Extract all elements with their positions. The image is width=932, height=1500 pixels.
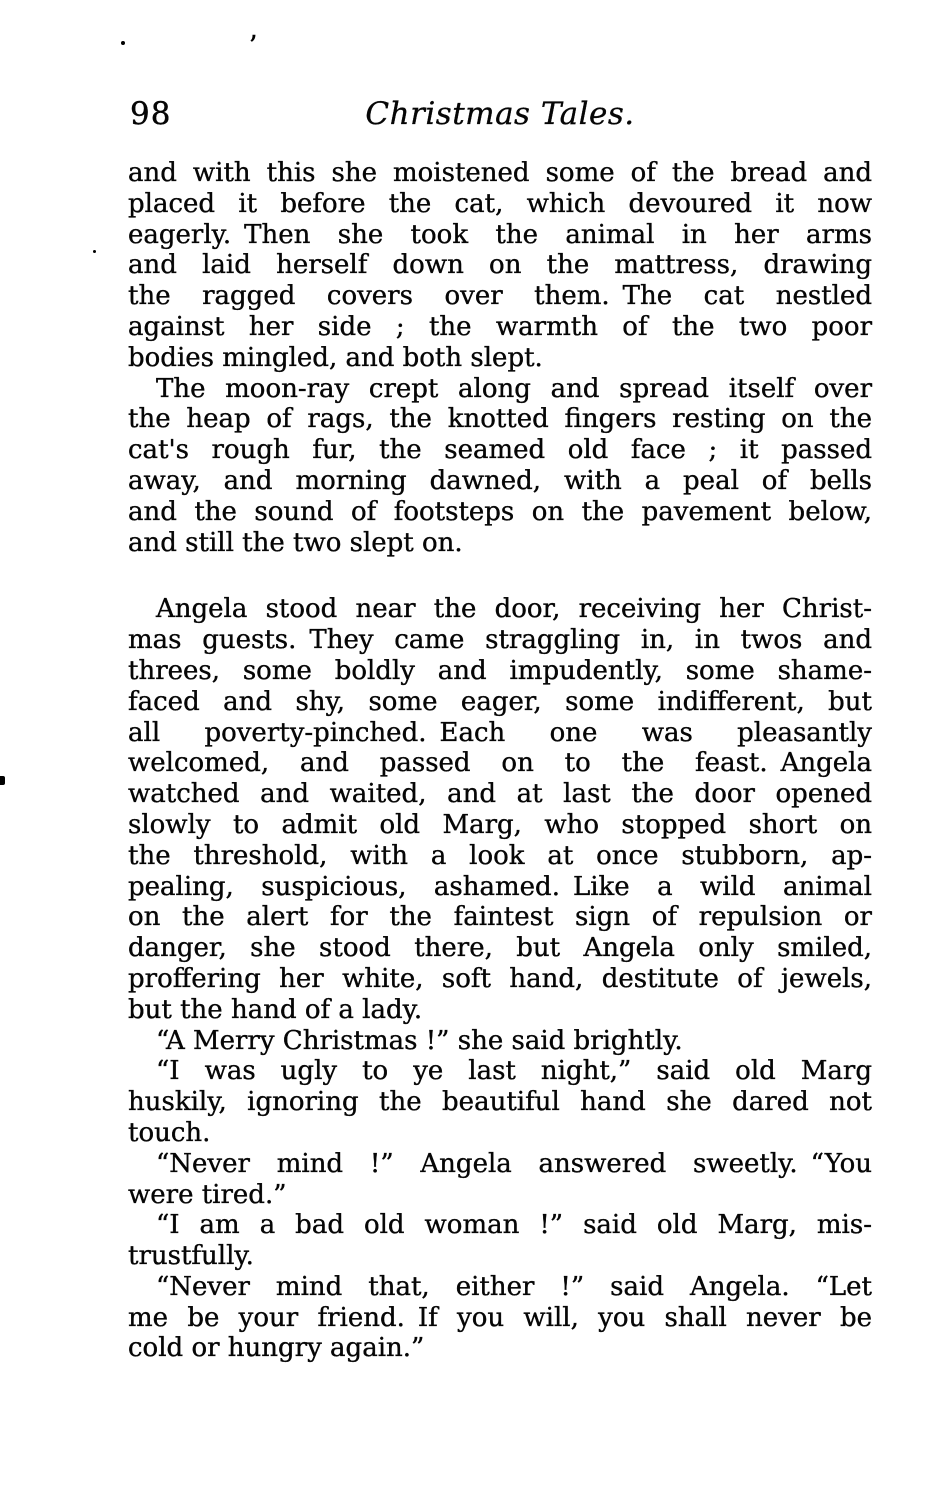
paragraph — [128, 1210, 872, 1272]
text-line: “Never mind !” Angela answered sweetly. “You — [156, 1148, 872, 1179]
text-line: slowly to admit old Marg, who stopped short on — [128, 809, 872, 840]
running-title: Christmas Tales. — [365, 96, 635, 132]
text-line: proffering her white, soft hand, destitute of jewels, — [128, 963, 872, 994]
text-line: welcomed, and passed on to the feast. Angela — [128, 748, 872, 779]
text-line: Angela stood near the door, receiving her Christ- — [156, 594, 872, 625]
text-line: cat's rough fur, the seamed old face ; it passed — [128, 435, 872, 466]
ink-dot-artifact — [121, 41, 125, 45]
text-line: the ragged covers over them. The cat nestled — [128, 281, 872, 312]
text-line: “I am a bad old woman !” said old Marg, mis- — [156, 1210, 872, 1241]
paragraph — [128, 374, 872, 559]
text-line: faced and shy, some eager, some indifferent, but — [128, 686, 872, 717]
text-line: the heap of rags, the knotted fingers resting on the — [128, 404, 872, 435]
paragraph — [128, 1272, 872, 1364]
edge-blot-artifact — [0, 776, 5, 785]
text-line: on the alert for the faintest sign of repulsion or — [128, 902, 872, 933]
paragraph — [128, 1056, 872, 1148]
text-line: and still the two slept on. — [128, 527, 463, 558]
text-line: eagerly. Then she took the animal in her arms — [128, 219, 872, 250]
text-line: huskily, ignoring the beautiful hand she dared not — [128, 1087, 872, 1118]
text-line: away, and morning dawned, with a peal of bells — [128, 465, 872, 496]
text-line: bodies mingled, and both slept. — [128, 342, 543, 373]
paragraph — [128, 1149, 872, 1211]
text-line: me be your friend. If you will, you shall never be — [128, 1302, 872, 1333]
text-line: trustfully. — [128, 1241, 254, 1272]
text-line: The moon-ray crept along and spread itself over — [156, 373, 872, 404]
page-body — [128, 158, 872, 1364]
text-line: pealing, suspicious, ashamed. Like a wild animal — [128, 871, 872, 902]
text-line: “A Merry Christmas !” she said brightly. — [156, 1025, 683, 1056]
text-line: and the sound of footsteps on the pavement below, — [128, 496, 872, 527]
ink-speck-artifact — [93, 250, 96, 253]
page-header — [128, 96, 872, 132]
text-line: touch. — [128, 1117, 211, 1148]
text-line: but the hand of a lady. — [128, 994, 423, 1025]
text-line: cold or hungry again.” — [128, 1333, 425, 1364]
page-number: 98 — [130, 96, 172, 132]
text-line: mas guests. They came straggling in, in twos and — [128, 625, 872, 656]
text-line: against her side ; the warmth of the two poor — [128, 311, 872, 342]
text-line: and laid herself down on the mattress, drawing — [128, 250, 872, 281]
text-line: all poverty-pinched. Each one was pleasantly — [128, 717, 872, 748]
text-line: danger, she stood there, but Angela only smiled, — [128, 933, 872, 964]
paragraph — [128, 1026, 872, 1057]
ink-mark-artifact: ’ — [249, 31, 258, 61]
text-line: watched and waited, and at last the door opened — [128, 779, 872, 810]
text-line: “I was ugly to ye last night,” said old Marg — [156, 1056, 872, 1087]
text-line: the threshold, with a look at once stubborn, ap- — [128, 840, 872, 871]
text-line: threes, some boldly and impudently, some shame- — [128, 655, 872, 686]
paragraph — [128, 594, 872, 1025]
text-line: placed it before the cat, which devoured it now — [128, 188, 872, 219]
text-line: and with this she moistened some of the bread and — [128, 158, 872, 188]
text-line: were tired.” — [128, 1179, 287, 1210]
text-line: “Never mind that, either !” said Angela. “Let — [156, 1271, 872, 1302]
paragraph — [128, 158, 872, 374]
